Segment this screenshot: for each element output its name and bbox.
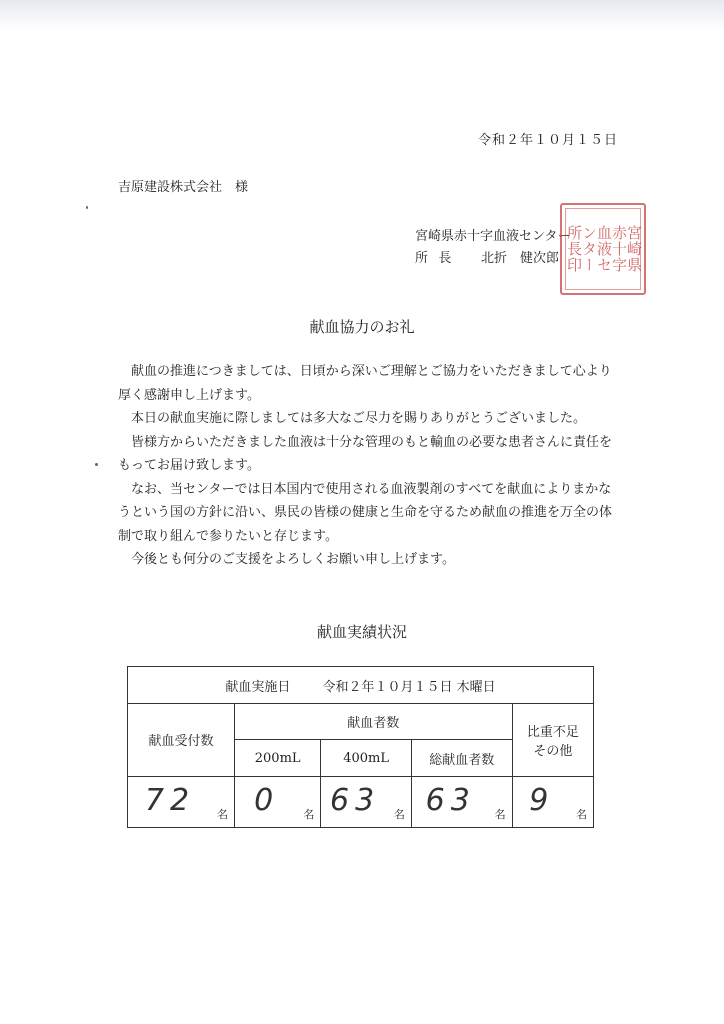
total-header: 総献血者数 — [411, 740, 512, 776]
ml400-value: 63 — [330, 782, 381, 818]
ml200-value-cell — [234, 776, 320, 827]
unit-label: 名 — [216, 808, 228, 821]
ml400-value-cell — [321, 776, 412, 827]
letter-body — [118, 360, 624, 572]
seal-column: ンター — [580, 225, 598, 273]
seal-text-area — [565, 208, 641, 290]
official-seal-stamp — [560, 203, 646, 295]
other-header-line1: 比重不足 — [526, 724, 579, 740]
body-paragraph: 今後とも何分のご支援をよろしくお願い申し上げます。 — [131, 552, 455, 567]
scan-speck — [95, 463, 98, 466]
other-value-cell — [512, 776, 593, 827]
seal-column: 所長印 — [565, 225, 583, 273]
sender-role: 所長 — [415, 251, 462, 266]
seal-column: 赤十字 — [610, 225, 628, 273]
donation-date-value: 令和２年１０月１５日 木曜日 — [322, 679, 496, 695]
sender-signature-line — [415, 247, 559, 266]
letter-date: 令和２年１０月１５日 — [477, 133, 618, 148]
sender-name: 北折 健次郎 — [481, 251, 560, 266]
ml400-header: 400mL — [321, 740, 412, 776]
other-value: 9 — [529, 782, 555, 818]
other-header-line2: その他 — [533, 743, 573, 759]
scan-edge-shadow — [0, 0, 724, 30]
body-paragraph: なお、当センターでは日本国内で使用される血液製剤のすべてを献血によりまかなうという国の方針に沿い、県民の皆様の健康と生命を守るため献血の推進を万全の体制で取り組んで参りたいと存じます。 — [118, 481, 613, 544]
reception-value: 72 — [144, 782, 196, 818]
other-header — [512, 704, 593, 776]
reception-header: 献血受付数 — [128, 704, 235, 776]
reception-value-cell — [128, 776, 235, 827]
sender-organization: 宮崎県赤十字血液センター — [415, 229, 571, 244]
body-paragraph: 献血の推進につきましては、日頃から深いご理解とご協力をいただきまして心より厚く感謝申し上げます。 — [118, 364, 612, 403]
ml200-value: 0 — [254, 782, 280, 818]
seal-column: 血液セ — [595, 225, 613, 273]
recipient: 吉原建設株式会社 様 — [118, 180, 249, 195]
donation-date-cell — [128, 667, 594, 704]
body-paragraph: 本日の献血実施に際しましては多大なご尽力を賜りありがとうございました。 — [131, 411, 587, 426]
ml200-header: 200mL — [234, 740, 320, 776]
total-value-cell — [411, 776, 512, 827]
total-value: 63 — [425, 782, 476, 818]
unit-label: 名 — [393, 808, 405, 821]
scan-speck — [86, 206, 88, 209]
unit-label: 名 — [494, 808, 506, 821]
unit-label: 名 — [576, 808, 587, 821]
seal-column: 宮崎県 — [625, 225, 643, 273]
letter-title: 献血協力のお礼 — [309, 318, 415, 336]
donation-date-label: 献血実施日 — [225, 679, 291, 695]
donation-results-table — [127, 666, 594, 828]
body-paragraph: 皆様方からいただきました血液は十分な管理のもと輸血の必要な患者さんに責任をもってお届け致します。 — [118, 434, 613, 473]
unit-label: 名 — [303, 808, 315, 821]
section-title: 献血実績状況 — [316, 623, 407, 641]
donors-header: 献血者数 — [234, 704, 512, 740]
